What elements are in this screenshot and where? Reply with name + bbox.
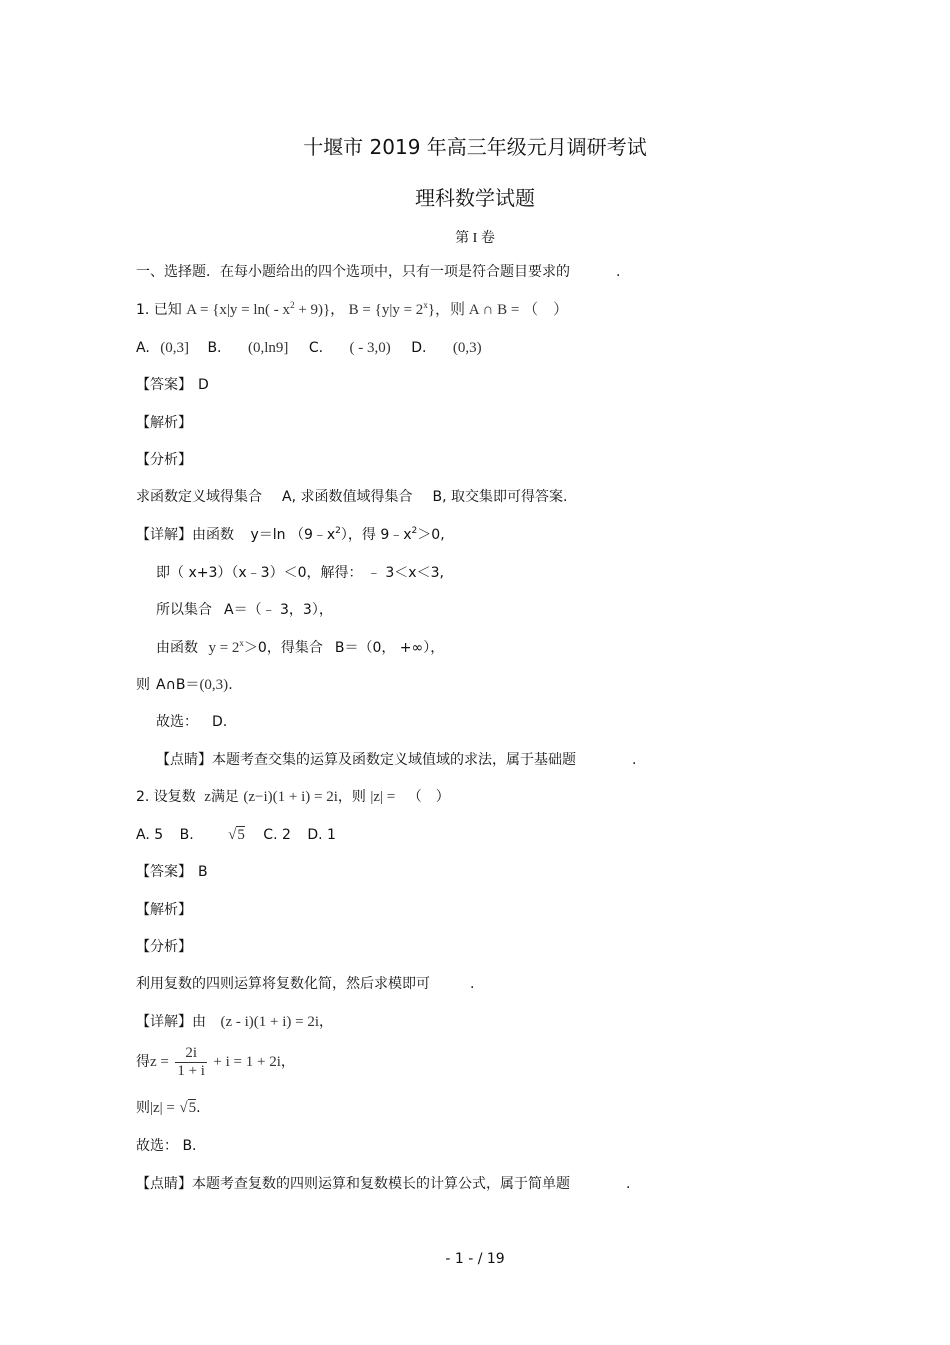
page-number: - 1 - / 19 [445, 1251, 505, 1267]
option-b-value: (0,ln9] [247, 340, 289, 356]
option-a-value: (0,3] [160, 340, 189, 356]
question-2-comment: 【点睛】本题考查复数的四则运算和复数模长的计算公式，属于简单题 . [136, 1176, 631, 1192]
option-c-value: ( - 3,0) [349, 340, 391, 356]
question-2-options: A. 5 B. √5 C. 2 D. 1 [136, 827, 336, 843]
question-2-jiexi: 【解析】 [136, 902, 192, 918]
question-1-choose: 故选： D. [156, 714, 228, 730]
question-1-fenxi: 【分析】 [136, 452, 192, 468]
exam-subtitle: 理科数学试题 [415, 186, 535, 210]
exam-title: 十堰市 2019 年高三年级元月调研考试 [303, 135, 647, 159]
fraction: $\frac{2i}{1 + i}$ [177, 1044, 205, 1079]
question-1-comment: 【点睛】本题考查交集的运算及函数定义域值域的求法，属于基础题 . [156, 752, 637, 768]
question-1-detail-1: 【详解】由函数 y＝ln $(9﹣x^2)$，得 $9﹣x^2>0$, [136, 526, 445, 543]
question-1-analysis: 求函数定义域得集合 A, 求函数值域得集合 B, 取交集即可得答案. [136, 489, 568, 505]
question-2-fenxi: 【分析】 [136, 939, 192, 955]
question-2-stem: 2. 设复数 z满足 (z−i)(1 + i) = 2i，则 |z| = （ ） [136, 789, 450, 805]
question-2-choose: 故选： B. [136, 1138, 197, 1154]
condition-expression: (z−i)(1 + i) = 2i [243, 789, 338, 805]
question-1-detail-4: 由函数 $y = 2^x>0$，得集合 B＝（0， +∞）， [156, 638, 445, 656]
set-b-expression: $B = \{y|y = 2^x\}$ [348, 300, 436, 318]
question-2-detail-2: 得z = $\frac{2i}{1 + i}$ + i = 1 + 2i， [136, 1044, 295, 1079]
question-1-jiexi: 【解析】 [136, 415, 192, 431]
question-2-detail-1: 【详解】由 (z - i)(1 + i) = 2i， [136, 1014, 334, 1030]
question-2-detail-3: 则|z| = √5. [136, 1100, 201, 1116]
option-d-value: (0,3) [452, 340, 482, 356]
question-2-answer: 【答案】 B [136, 864, 208, 880]
question-1-stem: 1. 已知 $A = \{x|y = \ln( - x^2 + 9)\}$， $B = \{y|y = 2^x\}$，则 A ∩ B = （ ） [136, 300, 569, 318]
question-1-answer: 【答案】 D [136, 377, 209, 393]
volume-label: 第 I 卷 [455, 231, 495, 246]
question-2-analysis: 利用复数的四则运算将复数化简，然后求模即可 . [136, 976, 475, 992]
question-1-detail-2: 即（ x+3）（x﹣3）＜0，解得： ﹣ 3＜x＜3, [156, 565, 444, 581]
question-1-detail-5: 则 A∩B＝(0,3). [136, 677, 233, 693]
set-a-expression: $A = \{x|y = \ln( - x^2 + 9)\}$ [186, 300, 331, 318]
section-heading: 一、选择题．在每小题给出的四个选项中，只有一项是符合题目要求的 . [136, 264, 621, 280]
question-1-options: A. (0,3] B. (0,ln9] C. ( - 3,0) D. (0,3) [136, 340, 482, 356]
question-1-detail-3: 所以集合 A＝（﹣ 3，3）， [156, 602, 333, 618]
